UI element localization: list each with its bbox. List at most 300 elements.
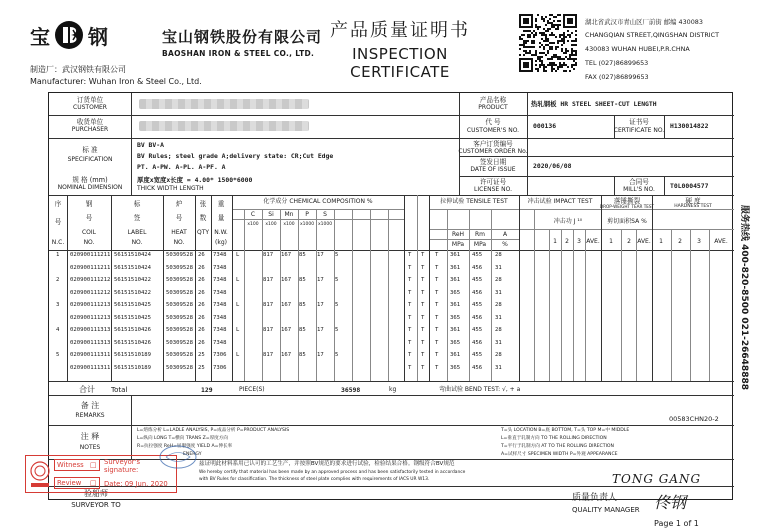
logo-char-right: 钢 [88,24,108,49]
cell-direction: T [435,302,439,308]
dwtt-subheader: 剪切面积SA % [607,218,647,225]
cell-label: 56151510424 [114,264,152,271]
rule [459,176,734,177]
cell-seq: 1 [56,252,60,258]
issue-date-label-cn: 签发日期 [479,158,507,166]
cell-tensile-0: 361 [450,302,461,308]
cell-tensile-0: 361 [450,352,461,358]
total-label-cn: 合计 [79,385,95,394]
rule [429,229,734,230]
chem-col-c: C [250,211,256,218]
dwtt-col-2: 2 [627,238,631,245]
bv-logo-icon [28,458,52,490]
cell-chem-2: 85 [299,277,306,283]
spec-line-3: PT. A-PW. A-PL. A-PF. A [137,163,226,171]
cell-chem-0: 817 [263,302,274,308]
title-cn: 产品质量证明书 [330,20,470,41]
mill-no-label-en: MILL'S NO. [623,186,655,193]
cell-tensile-1: 455 [472,352,483,358]
address-line-3: 430083 WUHAN HUBEI,P.R.CHNA [585,45,690,53]
cell-chem-3: 17 [317,352,324,358]
rule [232,209,404,210]
customer-label-cn: 订货单位 [76,96,104,104]
cell-tensile-0: 365 [450,364,461,371]
cell-qty: 26 [198,339,205,346]
product-label-cn: 产品名称 [479,96,507,104]
cell-analysis-type: L [236,252,240,258]
cell-tensile-1: 455 [472,277,483,283]
company-name-cn: 宝山钢铁股份有限公司 [162,28,323,46]
manufacturer-en: Manufacturer: Wuhan Iron & Steel Co., Ltd. [30,77,202,86]
review-checkbox: □ [90,479,97,487]
coil-header-en: COIL [81,229,97,236]
weight-header-en: N.W. [214,229,228,236]
cell-coil: 020900111211 [70,252,111,258]
total-weight-unit: kg [389,386,397,393]
cell-direction: T [435,252,439,258]
spec-label-en: SPECIFICATION [67,156,113,163]
cell-qty: 26 [198,252,205,258]
dwtt-col-ave: AVE. [637,238,651,245]
qty-header-en: QTY [196,229,210,236]
coil-header-en2: NO. [83,239,95,246]
cell-tensile-2: 31 [495,339,502,346]
cell-tensile-flag: T [408,339,412,346]
customer-no-value: 000136 [533,122,557,130]
tensile-col-a: A [502,231,508,238]
cell-direction: T [435,264,439,271]
cell-wt: 7348 [213,277,227,283]
cell-wt: 7348 [213,302,227,308]
tensile-unit-rm: MPa [473,241,487,248]
cell-coil: 020900111212 [70,277,111,283]
coil-header-cn2: 号 [85,214,93,222]
tensile-col-rm: Rm [474,231,486,238]
cell-tensile-flag: T [421,339,425,346]
rule [621,229,622,381]
license-label-en: LICENSE NO. [474,186,512,193]
cell-analysis-type: L [236,352,240,358]
tensile-unit-reh: MPa [451,241,465,248]
cell-tensile-flag: T [408,314,412,321]
cell-chem-2: 85 [299,327,306,333]
rule [491,209,492,381]
order-no-label-cn: 客户订货编号 [473,140,513,148]
cell-chem-3: 17 [317,252,324,258]
cell-label: 56151510424 [114,252,152,258]
dimension-label-en: NOMINAL DIMENSION [57,184,123,191]
cell-label: 56151510425 [114,314,152,321]
note-line-2: L=纵向 LONG T=横向 TRANS Z=厚度方向 [137,436,228,441]
cell-qty: 25 [198,352,205,358]
surveyor-label-cn: 验船师 [84,489,108,498]
note-right-2: L=垂直于轧制方向 TO THE ROLLING DIRECTION [501,436,607,441]
cell-tensile-2: 31 [495,314,502,321]
qr-code-icon [519,14,577,72]
cell-tensile-flag: T [421,314,425,321]
quality-manager-signature: 佟钢 [654,493,687,512]
cell-chem-1: 167 [281,352,292,358]
weight-header-cn2: 量 [217,214,225,222]
cell-chem-1: 167 [281,277,292,283]
tensile-unit-a: % [502,241,508,248]
rule [388,209,389,381]
cell-coil: 020900111313 [70,339,111,346]
cell-wt: 7306 [213,364,227,371]
rule [211,195,212,381]
cell-tensile-flag: T [421,352,425,358]
cell-label: 56151510426 [114,327,152,333]
note-line-1: L=熔炼分析 L=LADLE ANALYSIS, P=成品分析 P=PRODUCT ANALYSIS [137,428,290,433]
cell-heat: 50309528 [166,352,193,358]
cell-tensile-flag: T [421,289,425,296]
cell-analysis-type: L [236,327,240,333]
cell-tensile-flag: T [408,302,412,308]
notes-label-cn: 注 释 [80,432,100,441]
rule [49,381,734,382]
logo-char-left: 宝 [30,24,50,49]
address-line-1: 湖北省武汉市青山区厂前街 邮编 430083 [585,18,703,26]
product-label-en: PRODUCT [478,104,508,111]
cell-coil: 020900111313 [70,327,111,333]
chem-mult-mn: x100 [283,222,295,227]
cell-heat: 50309528 [166,302,193,308]
remarks-label-cn: 备 注 [80,401,100,410]
cell-tensile-1: 456 [472,314,483,321]
stamp-date: Date: 09 Jun. 2020 [104,480,168,488]
cell-label: 56151510189 [114,352,152,358]
cell-tensile-0: 361 [450,277,461,283]
rule [709,229,710,381]
cell-label: 56151510426 [114,339,152,346]
cell-tensile-flag: T [408,252,412,258]
cell-coil: 020900111213 [70,302,111,308]
cell-tensile-flag: T [408,327,412,333]
service-hotline-text: 服务热线 400-820-8500 021-26648888 [739,205,749,390]
cell-label: 56151510422 [114,289,152,296]
rule [163,195,164,381]
tensile-col-reh: ReH [451,231,465,238]
cell-chem-2: 85 [299,352,306,358]
dimension-label-cn: 规 格 (mm) [72,176,108,184]
service-hotline [739,205,754,390]
cell-tensile-2: 28 [495,302,502,308]
cell-wt: 7348 [213,264,227,271]
cell-wt: 7306 [213,352,227,358]
cell-heat: 50309528 [166,289,193,296]
certificate-sheet [48,92,733,500]
cell-seq: 3 [56,302,60,308]
rule [232,195,233,381]
customer-label-en: CUSTOMER [73,104,107,111]
rule [527,93,528,195]
cell-direction: T [435,364,439,371]
cell-analysis-type: L [236,277,240,283]
rule [459,93,460,195]
cell-tensile-0: 361 [450,252,461,258]
cell-chem-4: 5 [335,252,339,258]
certification-text-en-2: with BV Rules for classification. The thickness of steel plate complies with requirements of IACS UR W13. [199,477,430,482]
qty-header-cn: 张 [199,200,207,208]
rule [447,209,448,381]
rule [67,195,68,381]
quality-manager-label-cn: 质量负责人 [572,493,618,503]
cell-direction: T [435,277,439,283]
cell-tensile-0: 361 [450,327,461,333]
product-value: 热轧钢板 HR STEEL SHEET-CUT LENGTH [531,100,657,108]
seq-header-en: N.C. [51,239,65,246]
company-name-en: BAOSHAN IRON & STEEL CO., LTD. [162,49,315,58]
cell-tensile-2: 31 [495,364,502,371]
cell-tensile-flag: T [421,327,425,333]
seq-header-cn2: 号 [54,218,62,226]
cell-tensile-flag: T [408,277,412,283]
cell-tensile-flag: T [408,264,412,271]
cell-chem-2: 85 [299,252,306,258]
cell-analysis-type: L [236,302,240,308]
cell-chem-3: 17 [317,327,324,333]
cell-heat: 50309528 [166,327,193,333]
cell-chem-3: 17 [317,302,324,308]
cell-chem-2: 85 [299,302,306,308]
rule [49,115,734,116]
rule [49,425,734,426]
dwtt-header: 落锤撕裂 [613,197,641,205]
cell-tensile-2: 28 [495,352,502,358]
rule [636,229,637,381]
cell-tensile-0: 365 [450,339,461,346]
heat-header-cn: 炉 [175,200,183,208]
address-line-2: CHANGQIAN STREET,QINGSHAN DISTRICT [585,31,720,39]
cell-coil: 020900111213 [70,314,111,321]
rule [459,156,734,157]
cell-heat: 50309528 [166,277,193,283]
dwtt-col-1: 1 [609,238,613,245]
rule [652,195,653,381]
hardness-col-1: 1 [659,238,663,245]
note-line-4: ENERGY [183,452,202,457]
certification-text-cn: 兹证明此材料系用已认可的工艺生产，并按照BV规范的要求进行试验，检验结果合格。钢级符合BV规范 [199,461,455,467]
cell-qty: 26 [198,327,205,333]
cell-wt: 7348 [213,252,227,258]
certification-text-en-1: We hereby certify that material has been made by an approved process and has been satisfactorily tested in accordance [199,470,466,475]
rule [49,395,734,396]
rule [519,195,520,381]
issue-date-value: 2020/06/08 [533,162,572,170]
cell-wt: 7348 [213,339,227,346]
cell-heat: 50309528 [166,264,193,271]
label-header-cn: 标 [133,200,141,208]
seq-header-cn: 序 [54,200,62,208]
page-number: Page 1 of 1 [654,519,699,528]
heat-header-cn2: 号 [175,214,183,222]
chem-col-mn: Mn [284,211,294,218]
remarks-label-en: REMARKS [75,412,105,419]
cell-chem-0: 817 [263,252,274,258]
dimension-sublabel: THICK WIDTH LENGTH [137,185,204,192]
rule [49,195,734,196]
note-line-3: R=抗拉强度 ReH=屈服强度 YIELD A=伸长率 [137,444,233,449]
cell-tensile-0: 365 [450,314,461,321]
chem-mult-s: x1000 [317,222,333,227]
baosteel-logo [30,20,108,50]
total-weight: 36598 [341,386,361,394]
tensile-header: 拉伸试验 TENSILE TEST [440,198,508,205]
customer-redacted [139,99,309,109]
rule [690,229,691,381]
note-right-4: A=试样尺寸 SPECIMEN WIDTH P=外观 APPEARANCE [501,452,618,457]
title-en: INSPECTION CERTIFICATE [350,45,450,81]
spec-line-1: BV BV-A [137,141,164,149]
rule [664,176,665,195]
cell-heat: 50309528 [166,252,193,258]
cell-heat: 50309528 [166,314,193,321]
certificate-no-label-en: CERTIFICATE NO. [613,127,665,134]
customer-no-label-cn: 代 号 [485,118,501,126]
rule [49,138,734,139]
surveyor-signature-label: Surveyor's signature: [104,458,141,474]
purchaser-label-en: PURCHASER [71,126,109,133]
rule [549,229,550,381]
issue-date-label-en: DATE OF ISSUE [470,166,516,173]
certificate-title [300,16,500,81]
heat-header-en: HEAT [171,229,187,236]
cell-chem-0: 817 [263,327,274,333]
impact-col-ave: AVE. [586,238,600,245]
cell-heat: 50309528 [166,364,193,371]
rule [614,176,615,195]
label-header-en: LABEL [127,229,147,236]
cell-seq: 2 [56,277,60,283]
cell-chem-0: 817 [263,277,274,283]
hardness-header: 硬 度 [685,197,701,205]
rule [244,209,245,381]
mill-no-label-cn: 合同号 [629,178,649,186]
purchaser-redacted [139,121,309,131]
rule [131,93,132,195]
chem-col-s: S [323,211,327,218]
rule [131,395,132,425]
order-no-label-en: CUSTOMER ORDER No. [458,148,528,155]
surveyor-label-en: SURVEYOR TO [71,501,121,509]
baosteel-emblem-icon [54,20,84,50]
rule [429,239,519,240]
impact-subheader: 冲击功 J ¹⁰ [553,218,583,225]
bend-test: 弯曲试验 BEND TEST: √, + a [439,386,521,393]
witness-label: Witness [57,461,84,469]
cell-label: 56151510422 [114,277,152,283]
chem-col-si: Si [268,211,274,218]
customer-no-label-en: CUSTOMER'S NO. [466,127,520,134]
cell-qty: 26 [198,264,205,271]
rule [429,195,430,381]
rule [131,425,132,459]
rule [417,195,418,381]
rule [404,195,405,381]
cell-tensile-2: 31 [495,264,502,271]
chemical-header: 化学成分 CHEMICAL COMPOSITION % [263,198,373,205]
cell-tensile-2: 28 [495,252,502,258]
notes-label-en: NOTES [79,444,101,451]
cell-direction: T [435,339,439,346]
impact-col-1: 1 [553,238,557,245]
witness-checkbox: □ [90,461,97,469]
rule [195,195,196,381]
impact-header: 冲击试验 IMPACT TEST [527,198,593,205]
remarks-code: 00583CHN20-2 [669,415,719,423]
cell-wt: 7348 [213,327,227,333]
rule [585,229,586,381]
cell-wt: 7348 [213,289,227,296]
cell-direction: T [435,327,439,333]
quality-manager-label-en: QUALITY MANAGER [572,506,640,514]
cell-chem-4: 5 [335,352,339,358]
cell-coil: 020900111212 [70,289,111,296]
impact-col-2: 2 [565,238,569,245]
total-quantity: 129 [201,386,213,394]
mill-no-value: T0L0004577 [670,182,709,190]
coil-header-cn: 钢 [85,200,93,208]
cell-heat: 50309528 [166,339,193,346]
certificate-no-label-cn: 证书号 [629,118,649,126]
rule [352,209,353,381]
review-label: Review [57,479,82,487]
cell-chem-3: 17 [317,277,324,283]
address-line-4: TEL (027)86899653 [585,59,649,67]
rule [232,219,404,220]
cell-tensile-flag: T [408,289,412,296]
purchaser-label-cn: 收货单位 [76,118,104,126]
qty-header-cn2: 数 [199,214,207,222]
hardness-col-ave: AVE. [714,238,728,245]
cell-tensile-1: 456 [472,364,483,371]
cell-coil: 020900111211 [70,264,111,271]
note-right-3: T=平行于轧制方向 AT TO THE ROLLING DIRECTION [501,444,614,449]
cell-qty: 26 [198,302,205,308]
rule [664,115,665,138]
cell-coil: 020900111311 [70,364,111,371]
cell-tensile-2: 28 [495,327,502,333]
chem-mult-p: x1000 [299,222,315,227]
rule [573,229,574,381]
cell-tensile-1: 455 [472,302,483,308]
cell-tensile-flag: T [421,252,425,258]
cell-tensile-1: 456 [472,264,483,271]
cell-label: 56151510425 [114,302,152,308]
cell-coil: 020900111311 [70,352,111,358]
cell-direction: T [435,314,439,321]
cell-chem-1: 167 [281,327,292,333]
cell-tensile-2: 31 [495,289,502,296]
cell-qty: 26 [198,289,205,296]
bv-surveyor-stamp [25,455,177,493]
weight-header-cn: 重 [217,200,225,208]
cell-wt: 7348 [213,314,227,321]
rule [469,209,470,381]
rule [671,229,672,381]
company-name [162,26,322,58]
cell-tensile-1: 456 [472,289,483,296]
total-label-en: Total [111,386,128,394]
hardness-header-en: HARDNESS TEST [674,204,712,209]
cell-tensile-1: 456 [472,339,483,346]
cell-qty: 26 [198,314,205,321]
cell-tensile-flag: T [421,277,425,283]
certificate-no-value: H130014822 [670,122,709,130]
note-right-1: T=头 LOCATION B=底 BOTTOM, T=头 TOP M=中 MIDDLE [501,428,630,433]
license-label-cn: 许可证号 [479,178,507,186]
chem-col-p: P [305,211,309,218]
